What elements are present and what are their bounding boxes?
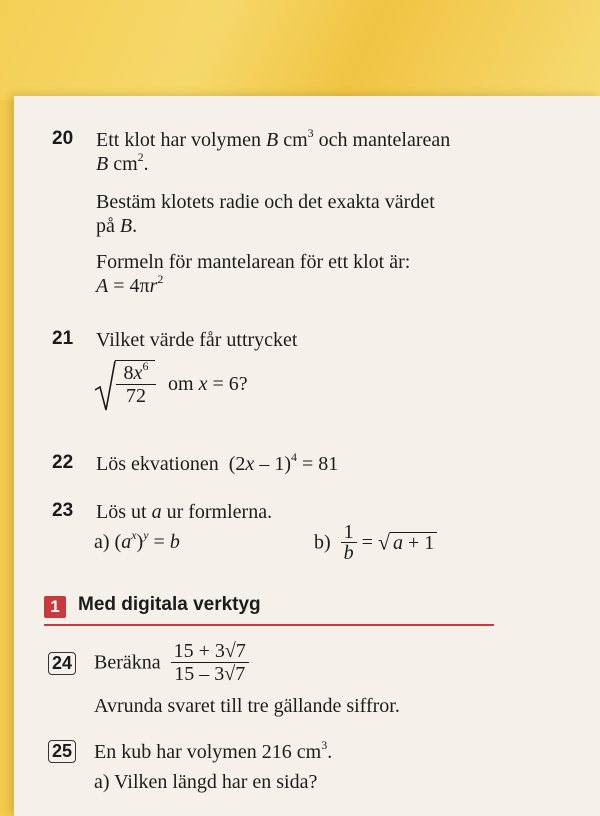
section-divider: [44, 624, 494, 626]
q24-number: 24: [48, 652, 76, 675]
q21-fraction: $\frac{8x^6}{72}$: [116, 362, 156, 407]
q20-line4: på B.: [96, 215, 138, 237]
q20-number: 20: [52, 128, 74, 149]
q21-condition: om x = 6?: [168, 373, 248, 395]
q21-number: 21: [52, 328, 74, 349]
background-cover: [0, 0, 600, 100]
q25-number: 25: [48, 740, 76, 763]
q23-text: Lös ut a ur formlerna.: [96, 501, 273, 523]
q20-line1: Ett klot har volymen B $cm^3$ och mantelarean: [96, 126, 451, 151]
section-header: [44, 596, 494, 626]
q23-part-b: b) $\frac{1}{b}$ = √ a + 1: [314, 522, 437, 563]
textbook-page: [14, 96, 600, 816]
q25-text: En kub har volymen 216 $cm^3$.: [94, 738, 333, 763]
sqrt-sign-icon: [94, 360, 116, 412]
sqrt-sign-icon: √: [377, 529, 391, 555]
q24-instruction: Avrunda svaret till tre gällande siffror.: [94, 695, 400, 717]
q24-fraction: $\frac{15 + 3√7}{15 - 3√7}$: [171, 640, 249, 685]
q20-formula: $A = 4\pi r^2$: [96, 272, 164, 297]
q23-part-a: a) $(a^x)^y = b$: [94, 528, 180, 553]
q20-line5: Formeln för mantelarean för ett klot är:: [96, 251, 411, 273]
section-badge: 1: [44, 596, 66, 618]
q23-number: 23: [52, 500, 74, 521]
q24-text: Beräkna $\frac{15 + 3√7}{15 - 3√7}$: [94, 640, 249, 685]
q23b-fraction: $\frac{1}{b}$: [341, 522, 357, 563]
q20-line3: Bestäm klotets radie och det exakta värdet: [96, 191, 435, 213]
q22-text: Lös ekvationen (2x – 1)$^4$ = 81: [96, 450, 339, 475]
q25-part-a: a) Vilken längd har en sida?: [94, 771, 318, 793]
q21-text: Vilket värde får uttrycket: [96, 329, 298, 351]
q22-number: 22: [52, 452, 74, 473]
section-title: Med digitala verktyg: [78, 594, 261, 615]
q20-line2: B $cm^2$.: [96, 150, 149, 175]
